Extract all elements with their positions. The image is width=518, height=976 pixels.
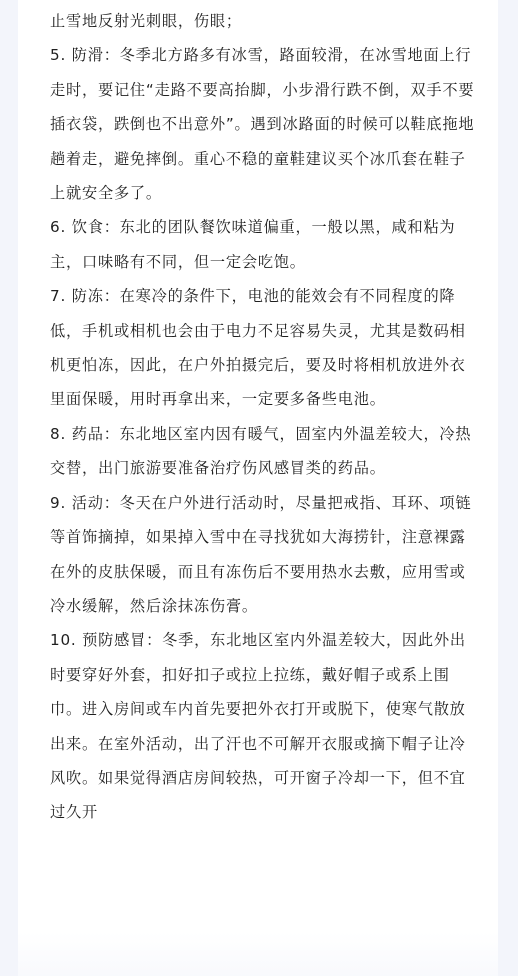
paragraph-medicine: 8. 药品：东北地区室内因有暖气，固室内外温差较大，冷热交替，出门旅游要准备治疗伤风感冒类的药品。 xyxy=(50,424,472,478)
paragraph-activities: 9. 活动：冬天在户外进行活动时，尽量把戒指、耳环、项链等首饰摘掉，如果掉入雪中在寻找犹如大海捞针，注意裸露在外的皮肤保暖，而且有冻伤后不要用热水去敷，应用雪或冷水缓解，然后涂抹冻伤膏。 xyxy=(50,493,472,615)
paragraph-glare-tip: 止雪地反射光刺眼，伤眼； xyxy=(50,12,242,30)
article-body xyxy=(50,4,480,830)
paragraph-anti-slip: 5. 防滑：冬季北方路多有冰雪，路面较滑，在冰雪地面上行走时，要记住“走路不要高抬脚，小步滑行跌不倒，双手不要插衣袋，跌倒也不出意外”。遇到冰路面的时候可以鞋底拖地趟着走，避免摔倒。重心不稳的童鞋建议买个冰爪套在鞋子上就安全多了。 xyxy=(50,46,475,203)
paragraph-anti-freeze: 7. 防冻：在寒冷的条件下，电池的能效会有不同程度的降低，手机或相机也会由于电力不足容易失灵，尤其是数码相机更怕冻，因此，在户外拍摄完后，要及时将相机放进外衣里面保暖，用时再拿出来，一定要多备些电池。 xyxy=(50,287,466,409)
paragraph-diet: 6. 饮食：东北的团队餐饮味道偏重，一般以黑，咸和粘为主，口味略有不同，但一定会吃饱。 xyxy=(50,218,456,271)
paragraph-cold-prevention: 10. 预防感冒：冬季，东北地区室内外温差较大，因此外出时要穿好外套，扣好扣子或拉上拉练，戴好帽子或系上围巾。进入房间或车内首先要把外衣打开或脱下，使寒气散放出来。在室外活动，出了汗也不可解开衣服或摘下帽子让冷风吹。如果觉得酒店房间较热，可开窗子冷却一下，但不宜过久开 xyxy=(50,631,466,822)
